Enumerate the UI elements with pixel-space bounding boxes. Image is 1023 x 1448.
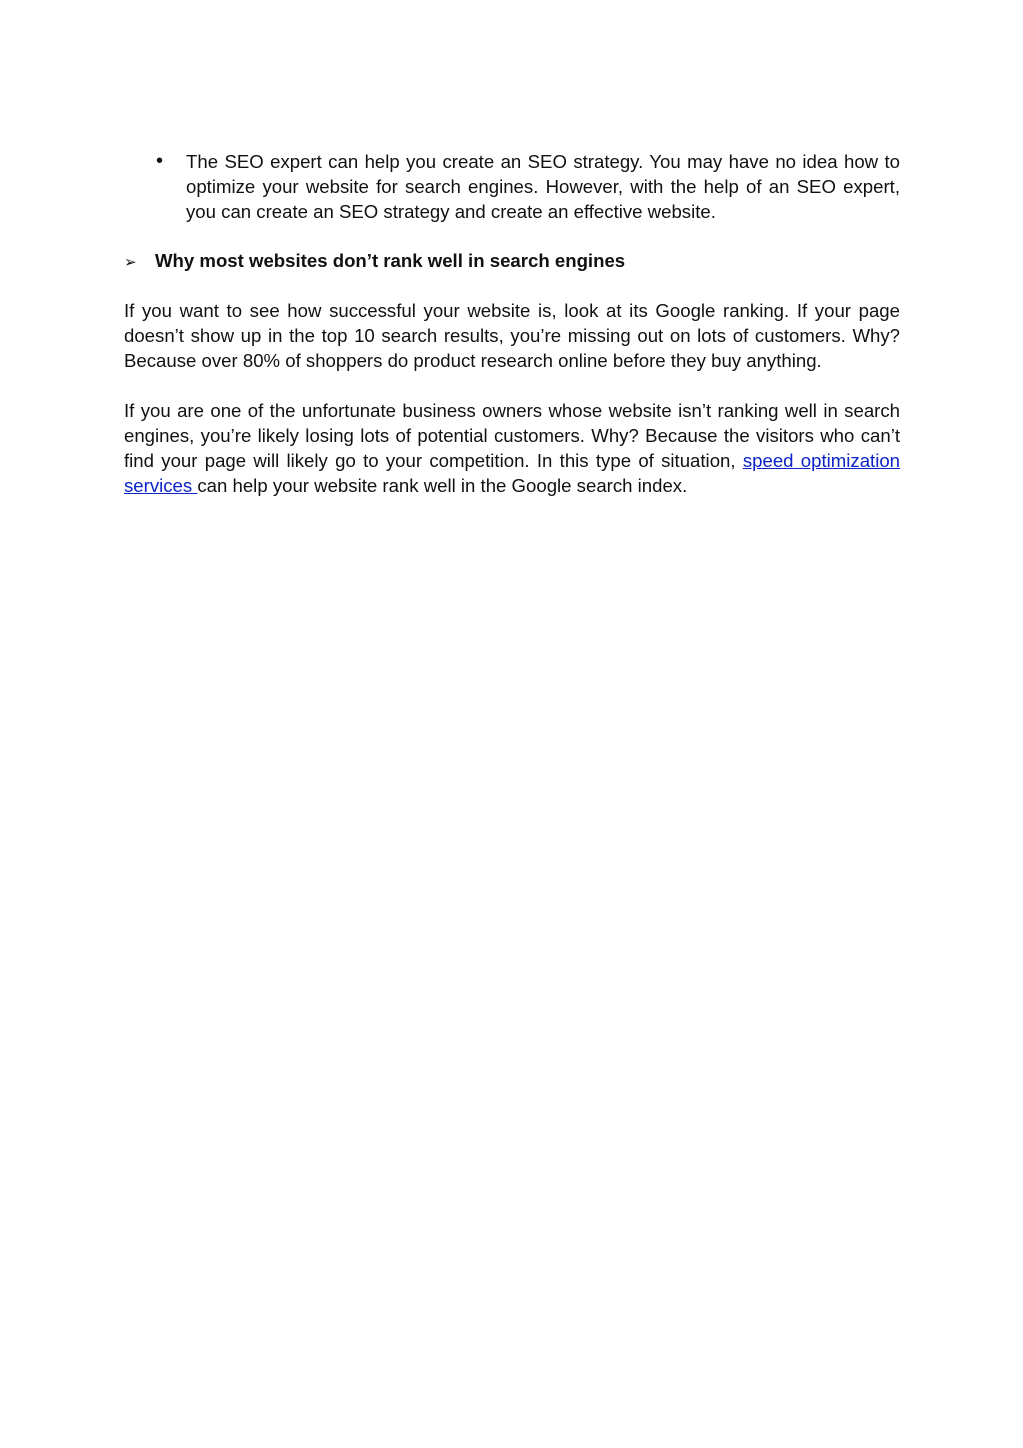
paragraph-text-before-link: If you are one of the unfortunate business owners whose website isn’t ranking well in search engines, you’re likely losing lots of potential customers. Why? Because the visitors who can’t find your page will likely go to your competition. In this type of situation,: [124, 400, 900, 471]
section-heading-text: Why most websites don’t rank well in search engines: [155, 250, 626, 271]
bullet-text: The SEO expert can help you create an SEO strategy. You may have no idea how to optimize your website for search engines. However, with the help of an SEO expert, you can create an SEO strategy and create an effective website.: [186, 151, 900, 222]
section-heading: [124, 248, 900, 275]
bullet-icon: •: [156, 150, 164, 172]
arrow-bullet-icon: ➢: [124, 253, 137, 271]
paragraph-ranking: If you want to see how successful your website is, look at its Google ranking. If your page doesn’t show up in the top 10 search results, you’re missing out on lots of customers. Why? Because over 80% of shoppers do product research online before they buy anything.: [124, 300, 900, 371]
bullet-list: [124, 149, 900, 224]
list-item: [124, 149, 900, 224]
speed-optimization-link[interactable]: speed optimization services: [124, 450, 901, 496]
paragraph-competition: [124, 398, 900, 498]
paragraph-text-after-link: can help your website rank well in the Google search index.: [197, 475, 688, 496]
